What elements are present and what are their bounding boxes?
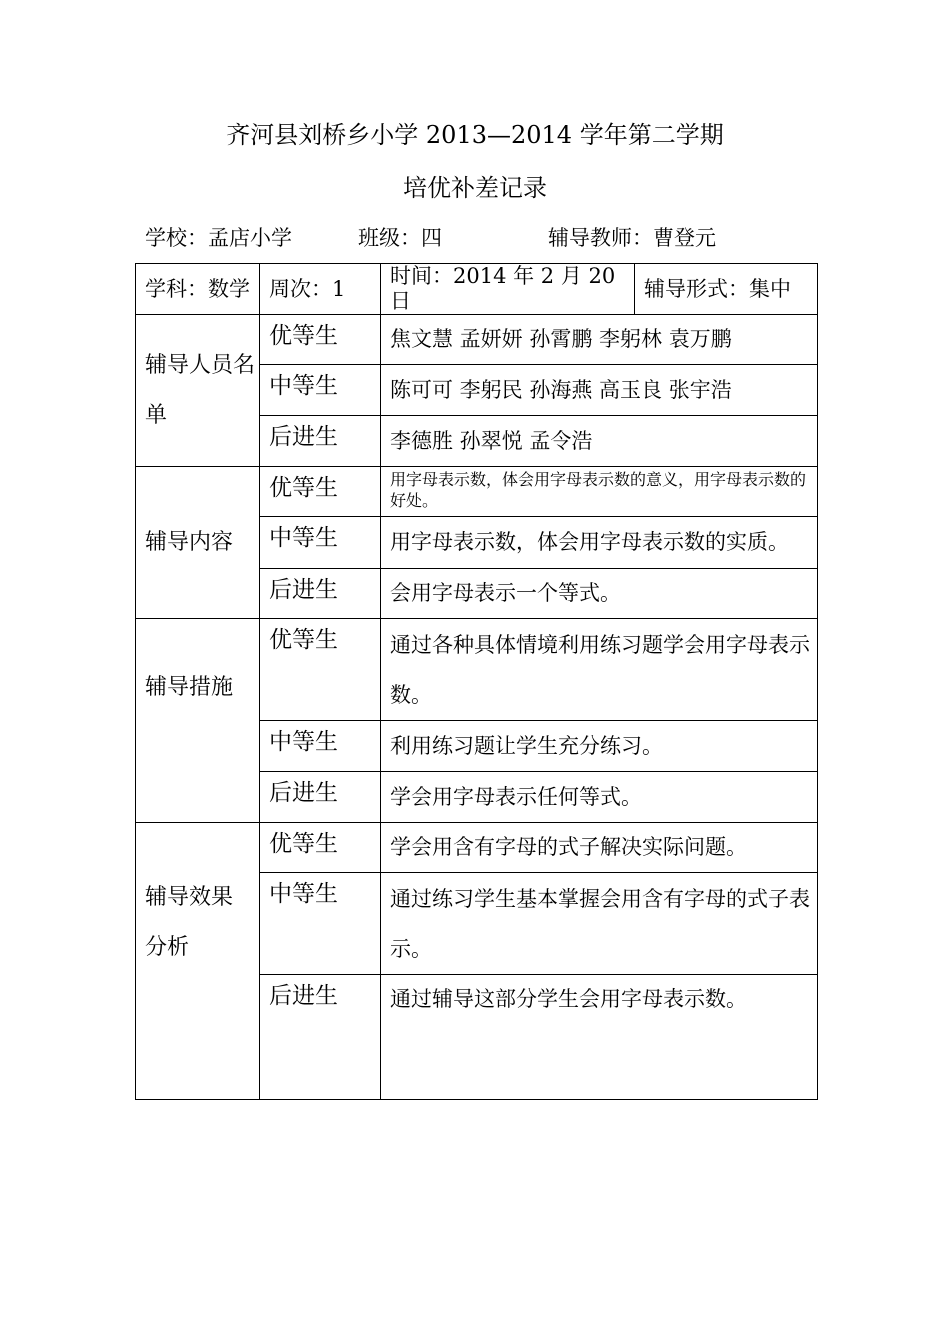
table-row xyxy=(136,823,818,873)
analysis-top: 学会用含有字母的式子解决实际问题。 xyxy=(381,823,818,873)
level-low: 后进生 xyxy=(260,772,381,823)
level-low: 后进生 xyxy=(260,416,381,467)
analysis-label: 辅导效果分析 xyxy=(136,823,260,1100)
level-middle: 中等生 xyxy=(260,365,381,416)
time-cell: 时间：2014 年 2 月 20 日 xyxy=(381,264,635,315)
level-top: 优等生 xyxy=(260,823,381,873)
level-low: 后进生 xyxy=(260,569,381,619)
table-row xyxy=(136,315,818,365)
measures-middle: 利用练习题让学生充分练习。 xyxy=(381,721,818,772)
roster-low: 李德胜 孙翠悦 孟令浩 xyxy=(381,416,818,467)
document-subtitle: 培优补差记录 xyxy=(403,174,547,202)
measures-low: 学会用字母表示任何等式。 xyxy=(381,772,818,823)
table-row xyxy=(136,619,818,721)
form-cell: 辅导形式：集中 xyxy=(635,264,818,315)
roster-top: 焦文慧 孟妍妍 孙霄鹏 李躬林 袁万鹏 xyxy=(381,315,818,365)
level-middle: 中等生 xyxy=(260,721,381,772)
teacher-field: 辅导教师：曹登元 xyxy=(548,226,716,250)
table-row xyxy=(136,467,818,517)
level-top: 优等生 xyxy=(260,315,381,365)
record-table xyxy=(135,263,818,1100)
meta-line xyxy=(145,222,716,252)
school-field: 学校：孟店小学 xyxy=(145,226,292,250)
measures-label: 辅导措施 xyxy=(136,619,260,823)
level-low: 后进生 xyxy=(260,975,381,1100)
analysis-middle: 通过练习学生基本掌握会用含有字母的式子表示。 xyxy=(381,873,818,975)
content-label: 辅导内容 xyxy=(136,467,260,619)
class-field: 班级：四 xyxy=(358,226,442,250)
level-middle: 中等生 xyxy=(260,873,381,975)
level-top: 优等生 xyxy=(260,619,381,721)
analysis-low: 通过辅导这部分学生会用字母表示数。 xyxy=(381,975,818,1100)
level-top: 优等生 xyxy=(260,467,381,517)
roster-middle: 陈可可 李躬民 孙海燕 高玉良 张宇浩 xyxy=(381,365,818,416)
measures-top: 通过各种具体情境利用练习题学会用字母表示数。 xyxy=(381,619,818,721)
level-middle: 中等生 xyxy=(260,517,381,569)
content-top: 用字母表示数，体会用字母表示数的意义，用字母表示数的好处。 xyxy=(381,467,818,517)
document-title: 齐河县刘桥乡小学 2013—2014 学年第二学期 xyxy=(226,121,724,149)
content-low: 会用字母表示一个等式。 xyxy=(381,569,818,619)
roster-label: 辅导人员名单 xyxy=(136,315,260,467)
content-middle: 用字母表示数，体会用字母表示数的实质。 xyxy=(381,517,818,569)
subject-cell: 学科：数学 xyxy=(136,264,260,315)
week-cell: 周次：1 xyxy=(260,264,381,315)
header-row xyxy=(136,264,818,315)
